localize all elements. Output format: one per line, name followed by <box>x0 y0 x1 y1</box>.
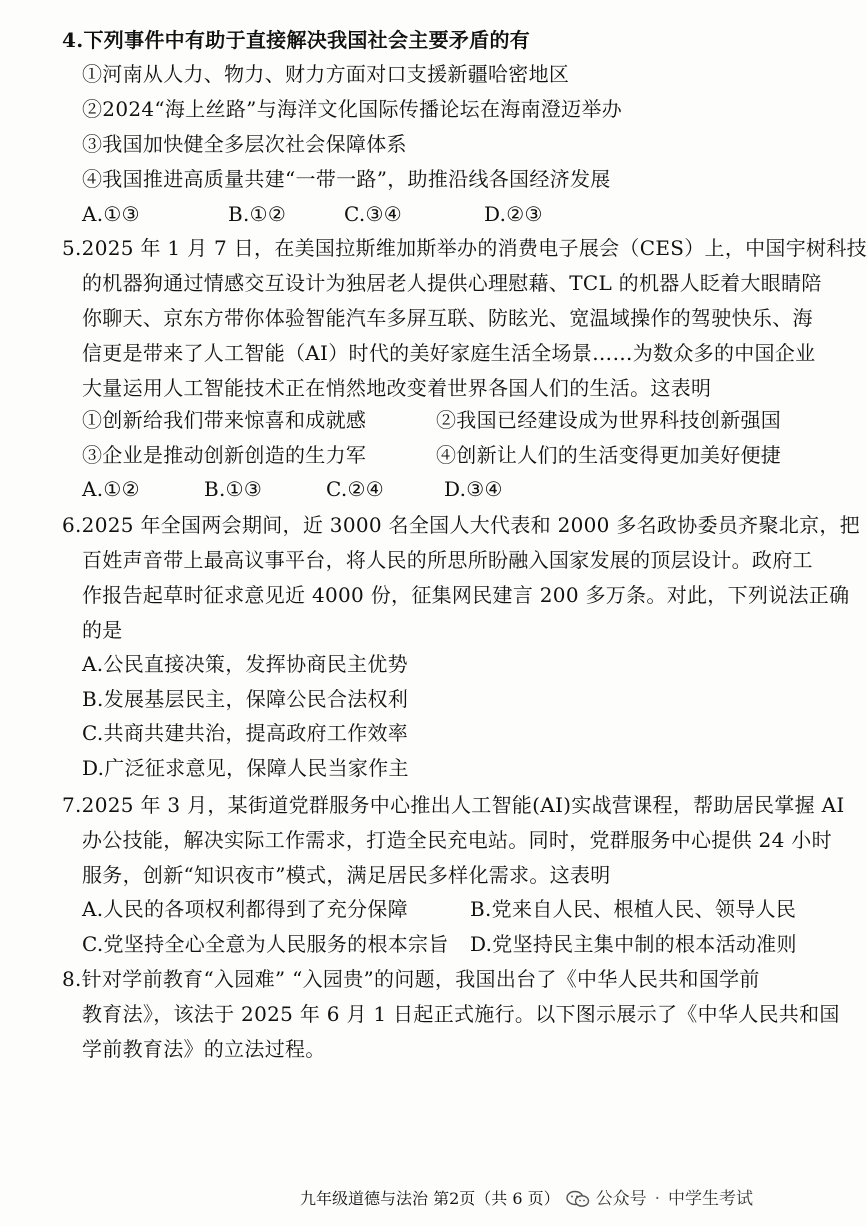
q7-line-2: 办公技能，解决实际工作需求，打造全民充电站。同时，党群服务中心提供 24 小时 <box>82 828 832 852</box>
page-footer <box>300 1186 753 1212</box>
q5-item-1: ①创新给我们带来惊喜和成就感 <box>82 408 367 432</box>
q7-option-b: B.党来自人民、根植人民、领导人民 <box>470 897 797 921</box>
q5-option-d: D.③④ <box>444 477 503 501</box>
q5-line-1: 5.2025 年 1 月 7 日，在美国拉斯维加斯举办的消费电子展会（CES）上，中国宇树科技 <box>62 236 867 260</box>
q5-line-4: 信更是带来了人工智能（AI）时代的美好家庭生活全场景……为数众多的中国企业 <box>82 341 816 365</box>
separator: · <box>654 1189 661 1209</box>
q4-option-d: D.②③ <box>484 202 543 226</box>
q7-option-c: C.党坚持全心全意为人民服务的根本宗旨 <box>82 932 449 956</box>
q5-item-2: ②我国已经建设成为世界科技创新强国 <box>436 408 782 432</box>
q5-item-3: ③企业是推动创新创造的生力军 <box>82 443 367 467</box>
wechat-icon <box>566 1190 590 1208</box>
q4-option-c: C.③④ <box>344 202 403 226</box>
q8-line-2: 教育法》，该法于 2025 年 6 月 1 日起正式施行。以下图示展示了《中华人民共和国 <box>82 1002 840 1026</box>
q6-option-b: B.发展基层民主，保障公民合法权利 <box>82 687 409 711</box>
q4-item-1: ①河南从人力、物力、财力方面对口支援新疆哈密地区 <box>82 62 570 86</box>
q5-line-2: 的机器狗通过情感交互设计为独居老人提供心理慰藉、TCL 的机器人眨着大眼睛陪 <box>82 271 822 295</box>
wechat-watermark <box>566 1186 753 1212</box>
q5-item-4: ④创新让人们的生活变得更加美好便捷 <box>436 443 782 467</box>
q6-line-1: 6.2025 年全国两会期间，近 3000 名全国人大代表和 2000 多名政协委员齐聚北京，把 <box>62 513 860 537</box>
q4-item-4: ④我国推进高质量共建“一带一路”，助推沿线各国经济发展 <box>82 167 611 191</box>
wechat-label: 公众号 <box>595 1189 647 1209</box>
q5-option-b: B.①③ <box>204 477 263 501</box>
q5-line-5: 大量运用人工智能技术正在悄然地改变着世界各国人们的生活。这表明 <box>82 376 712 400</box>
q7-line-3: 服务，创新“知识夜市”模式，满足居民多样化需求。这表明 <box>82 863 611 887</box>
q5-line-3: 你聊天、京东方带你体验智能汽车多屏互联、防眩光、宽温域操作的驾驶快乐、海 <box>82 306 813 330</box>
q5-option-a: A.①② <box>82 477 140 501</box>
q6-option-a: A.公民直接决策，发挥协商民主优势 <box>82 652 408 676</box>
q4-item-3: ③我国加快健全多层次社会保障体系 <box>82 132 407 156</box>
q6-option-d: D.广泛征求意见，保障人民当家作主 <box>82 756 409 780</box>
q6-line-2: 百姓声音带上最高议事平台，将人民的所思所盼融入国家发展的顶层设计。政府工 <box>82 548 813 572</box>
page-info: 九年级道德与法治 第2页（共 6 页） <box>300 1189 560 1208</box>
q5-option-c: C.②④ <box>326 477 385 501</box>
q4-stem: 4.下列事件中有助于直接解决我国社会主要矛盾的有 <box>62 28 531 52</box>
q6-line-3: 作报告起草时征求意见近 4000 份，征集网民建言 200 多万条。对此，下列说法正确 <box>82 583 850 607</box>
q6-line-4: 的是 <box>82 618 123 642</box>
q7-line-1: 7.2025 年 3 月，某街道党群服务中心推出人工智能(AI)实战营课程，帮助居民掌握 AI <box>62 793 845 817</box>
account-name: 中学生考试 <box>668 1189 754 1209</box>
q4-item-2: ②2024“海上丝路”与海洋文化国际传播论坛在海南澄迈举办 <box>82 97 623 121</box>
q8-line-1: 8.针对学前教育“入园难” “入园贵”的问题，我国出台了《中华人民共和国学前 <box>62 967 760 991</box>
q7-option-d: D.党坚持民主集中制的根本活动准则 <box>470 932 797 956</box>
q4-option-a: A.①③ <box>82 202 140 226</box>
q7-option-a: A.人民的各项权利都得到了充分保障 <box>82 897 408 921</box>
q6-option-c: C.共商共建共治，提高政府工作效率 <box>82 721 409 745</box>
q8-line-3: 学前教育法》的立法过程。 <box>82 1037 326 1061</box>
q4-option-b: B.①② <box>228 202 287 226</box>
